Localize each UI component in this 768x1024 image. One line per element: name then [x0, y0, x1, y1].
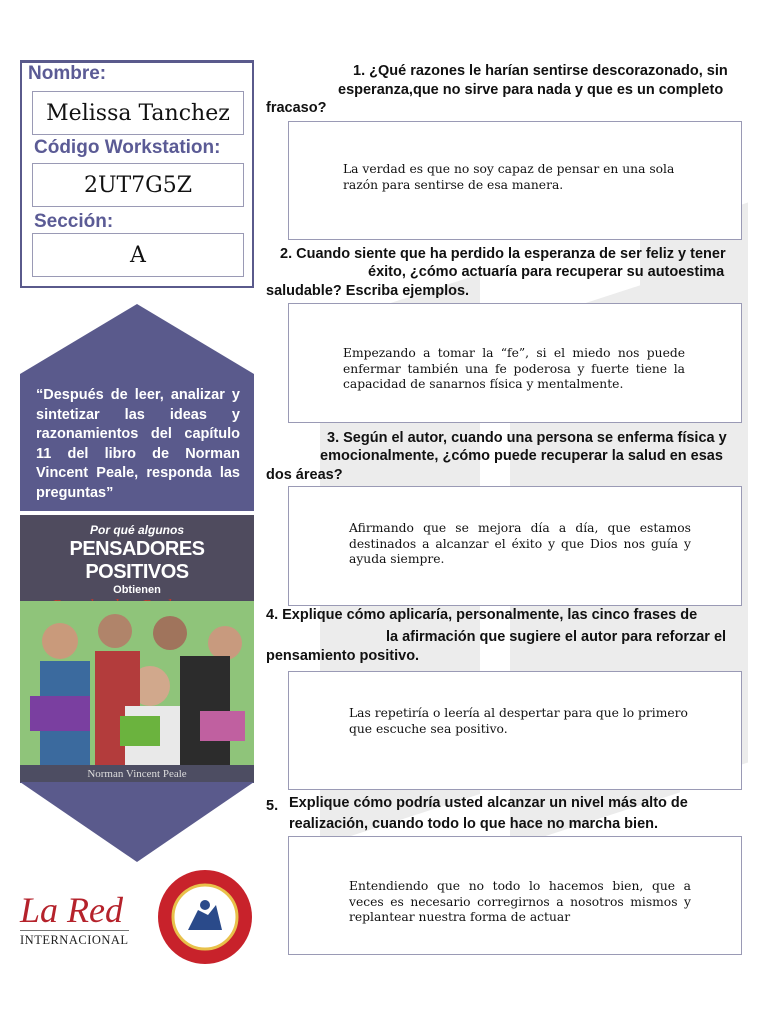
answer-3-text: Afirmando que se mejora día a día, que estamos destinados a alcanzar el éxito y que Dios nos guía y ayuda siempre.	[349, 521, 691, 566]
instruction-text: “Después de leer, analizar y sintetizar las ideas y razonamientos del capítulo 11 del libro de Norman Vincent Peale, responda las preguntas”	[36, 387, 240, 501]
name-label: Nombre:	[28, 63, 107, 84]
question-5-line1: Explique cómo podría usted alcanzar un nivel más alto de	[289, 795, 688, 811]
section-field[interactable]: A	[32, 233, 244, 277]
question-3-line1: 3. Según el autor, cuando una persona se enferma física y	[327, 430, 727, 446]
code-label: Código Workstation:	[34, 137, 221, 158]
name-field[interactable]: Melissa Tanchez	[32, 91, 244, 135]
answer-5-box[interactable]	[288, 836, 742, 955]
question-4-line2: la afirmación que sugiere el autor para reforzar el	[386, 629, 727, 645]
question-2-line1: 2. Cuando siente que ha perdido la esperanza de ser feliz y tener	[280, 246, 726, 262]
book-author: Norman Vincent Peale	[20, 765, 254, 783]
book-title-line1: Por qué algunos	[89, 523, 184, 537]
question-3-line3: dos áreas?	[266, 467, 343, 483]
arrow-decoration	[20, 782, 254, 862]
question-4-line3: pensamiento positivo.	[266, 648, 420, 664]
students-photo-icon	[20, 601, 254, 765]
question-1-line1: 1. ¿Qué razones le harían sentirse descorazonado, sin	[353, 63, 728, 79]
question-5-number: 5.	[266, 798, 279, 814]
code-field[interactable]: 2UT7G5Z	[32, 163, 244, 207]
question-1-line3: fracaso?	[266, 100, 327, 116]
book-title-block	[20, 515, 254, 601]
instruction-banner	[20, 304, 254, 511]
seal-graphic	[158, 870, 252, 964]
answer-2-text: Empezando a tomar la “fe”, si el miedo nos puede enfermar también una fe poderosa y fuerte tiene la capacidad de sanarnos física y mentalmente.	[343, 346, 685, 391]
section-label: Sección:	[34, 211, 114, 232]
book-cover-image	[20, 515, 254, 783]
book-photo	[20, 601, 254, 765]
answer-2-box[interactable]	[288, 303, 742, 423]
answer-1-text: La verdad es que no soy capaz de pensar en una sola razón para sentirse de esa manera.	[343, 162, 675, 192]
question-3-line2: emocionalmente, ¿cómo puede recuperar la salud en esas	[320, 448, 723, 464]
question-2-line2: éxito, ¿cómo actuaría para recuperar su autoestima	[368, 264, 725, 280]
university-seal-icon	[158, 870, 252, 964]
book-title-line2: PENSADORES POSITIVOS	[69, 538, 205, 583]
la-red-logo-name: La Red	[20, 890, 123, 930]
answer-4-box[interactable]	[288, 671, 742, 790]
answer-5-text: Entendiendo que no todo lo hacemos bien, que a veces es necesario corregirnos a nosotros mismos y replantear nuestra forma de actuar	[349, 879, 691, 924]
question-1-line2: esperanza,que no sirve para nada y que es un completo	[338, 82, 724, 98]
student-info-panel	[20, 60, 254, 288]
la-red-logo-subtitle: INTERNACIONAL	[20, 930, 129, 948]
question-4-line1: 4. Explique cómo aplicaría, personalmente, las cinco frases de	[266, 607, 698, 623]
question-5-line2: realización, cuando todo lo que hace no marcha bien.	[289, 816, 659, 832]
answer-1-box[interactable]	[288, 121, 742, 240]
la-red-logo	[20, 892, 129, 948]
answer-4-text: Las repetiría o leería al despertar para que lo primero que escuche sea positivo.	[349, 706, 688, 736]
book-title-line3: Obtienen	[113, 584, 161, 596]
question-2-line3: saludable? Escriba ejemplos.	[266, 283, 470, 299]
banner-notch	[20, 304, 254, 374]
answer-3-box[interactable]	[288, 486, 742, 606]
